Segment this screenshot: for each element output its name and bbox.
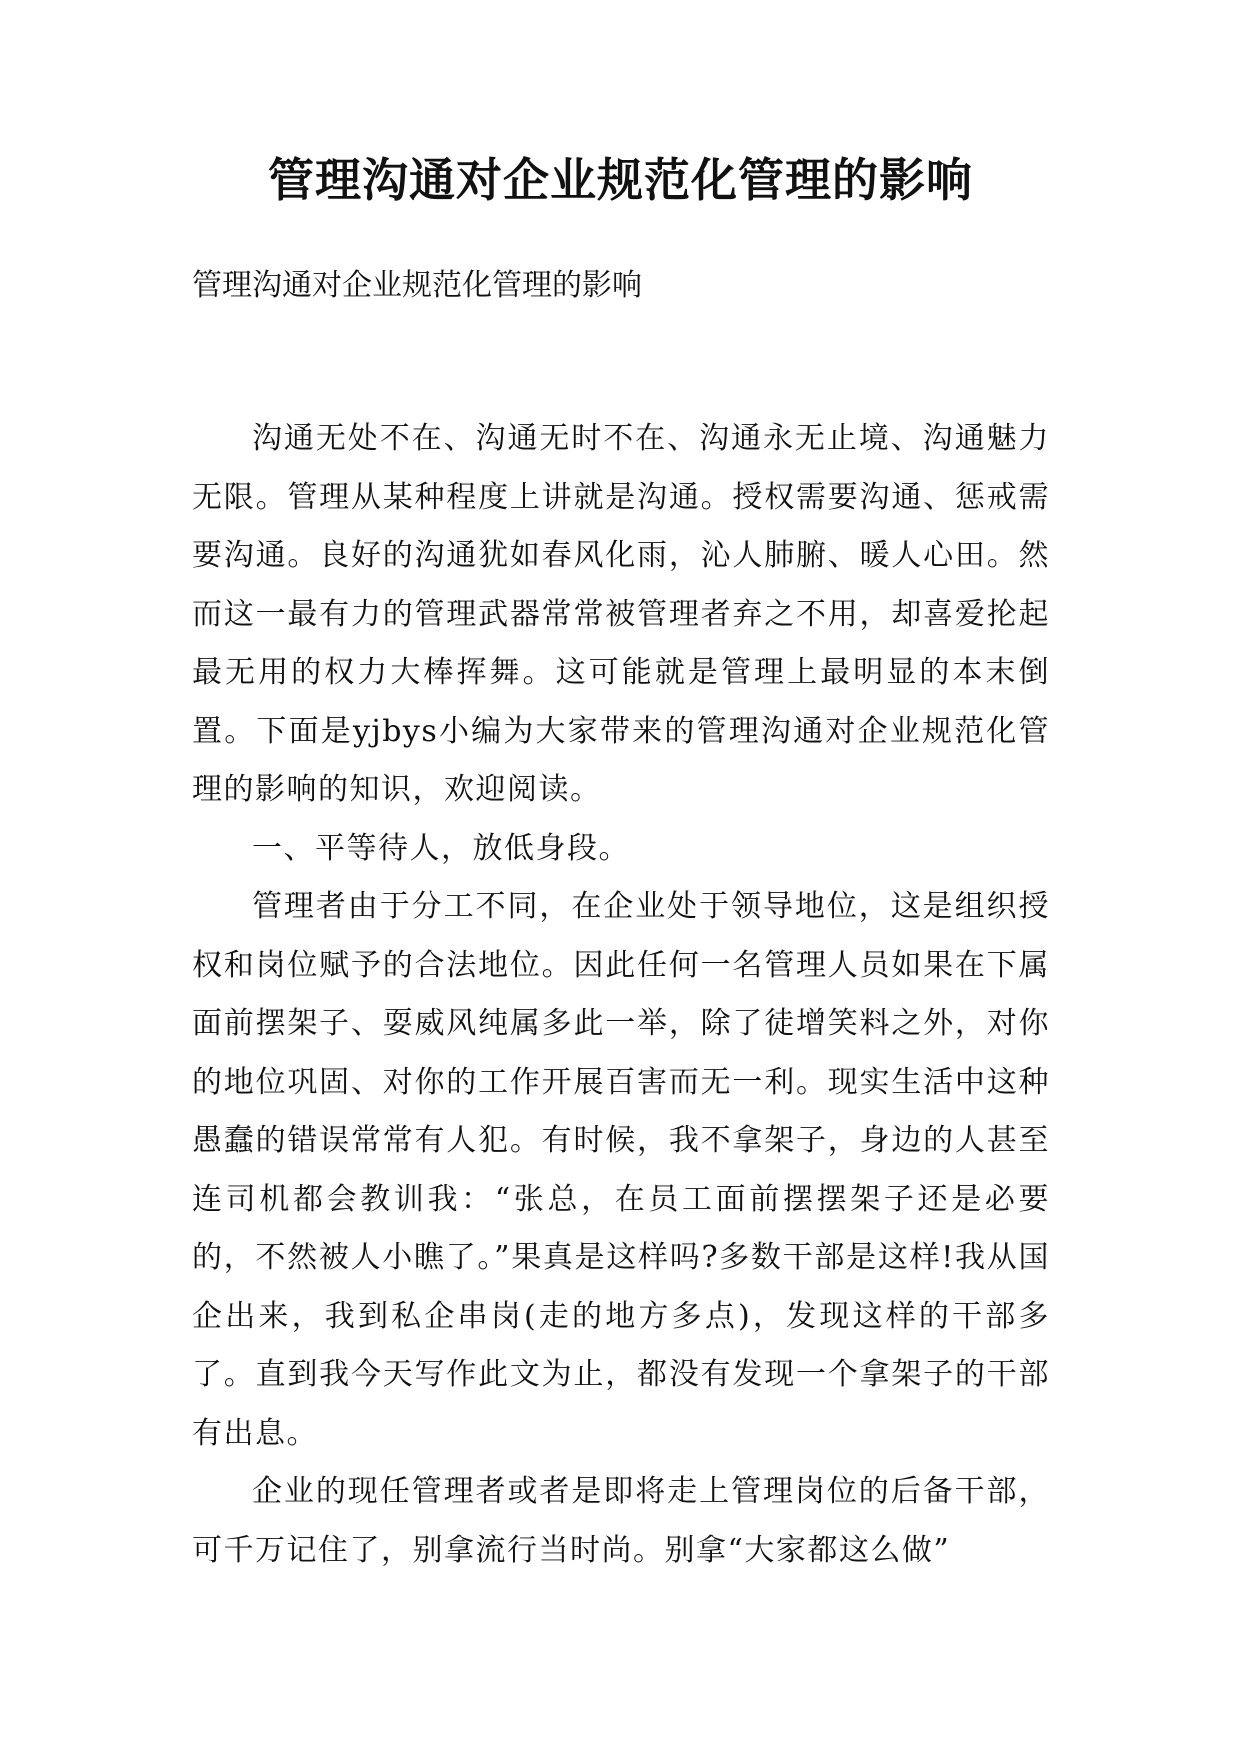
paragraph-section-1-continued: 企业的现任管理者或者是即将走上管理岗位的后备干部，可千万记住了，别拿流行当时尚。别拿“大家都这么做” <box>192 1474 1050 1568</box>
document-title: 管理沟通对企业规范化管理的影响 <box>268 153 973 207</box>
document-subtitle: 管理沟通对企业规范化管理的影响 <box>192 268 642 303</box>
paragraph-section-1: 管理者由于分工不同，在企业处于领导地位，这是组织授权和岗位赋予的合法地位。因此任何一名管理人员如果在下属面前摆架子、耍威风纯属多此一举，除了徒增笑料之外，对你的地位巩固、对你的工作开展百害而无一利。现实生活中这种愚蠢的错误常常有人犯。有时候，我不拿架子，身边的人甚至连司机都会教训我：“张总，在员工面前摆摆架子还是必要的，不然被人小瞧了。”果真是这样吗?多数干部是这样!我从国企出来，我到私企串岗(走的地方多点)，发现这样的干部多了。直到我今天写作此文为止，都没有发现一个拿架子的干部有出息。 <box>192 889 1050 1451</box>
paragraph-intro: 沟通无处不在、沟通无时不在、沟通永无止境、沟通魅力无限。管理从某种程度上讲就是沟通。授权需要沟通、惩戒需要沟通。良好的沟通犹如春风化雨，沁人肺腑、暖人心田。然而这一最有力的管理武器常常被管理者弃之不用，却喜爱抡起最无用的权力大棒挥舞。这可能就是管理上最明显的本末倒置。下面是yjbys小编为大家带来的管理沟通对企业规范化管理的影响的知识，欢迎阅读。 <box>192 421 1050 807</box>
section-heading-1: 一、平等待人，放低身段。 <box>252 830 630 866</box>
document-body <box>192 410 1050 1580</box>
